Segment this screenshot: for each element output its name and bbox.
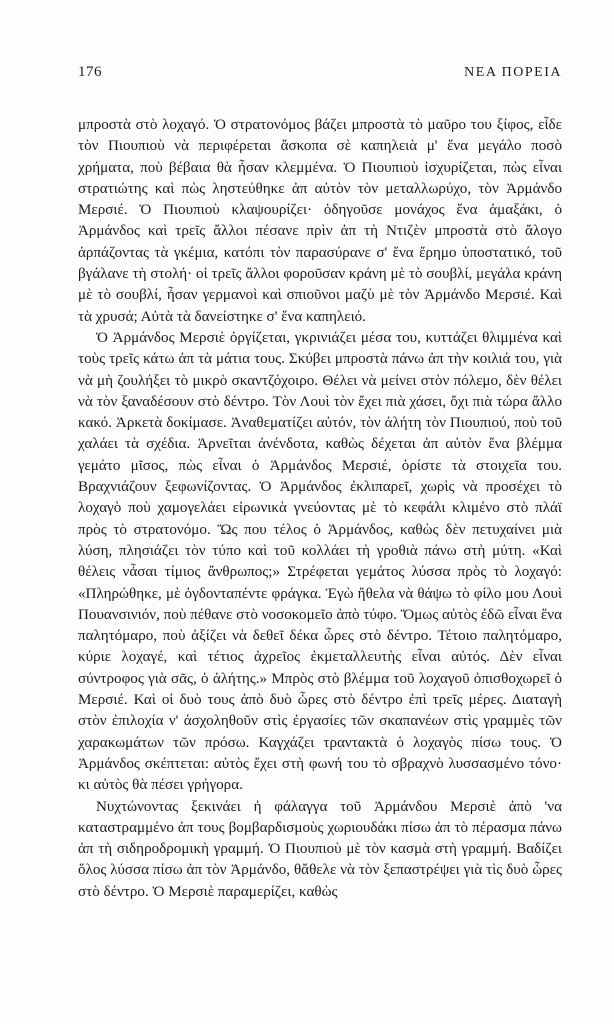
body-text bbox=[78, 115, 562, 903]
paragraph-3: Νυχτώνοντας ξεκινάει ἡ φάλαγγα τοῦ Ἀρμάνδου Μερσιὲ ἀπὸ 'να καταστραμμένο ἀπ τους βομβαρδισμοὺς χωριουδάκι πίσω ἀπ τὸ πέρασμα πάνω ἀπ τὴ σιδηροδρομικὴ γραμμή. Ὁ Πιουπιοὺ μὲ τὸν κασμὰ στὴ γραμμή. Βαδίζει ὅλος λύσσα πίσω ἀπ τὸν Ἀρμάνδο, θἄθελε νὰ τὸν ξεπαστρέψει γιὰ τὶς δυὸ ὧρες στὸ δέντρο. Ὁ Μερσιὲ παραμερίζει, καθὼς bbox=[78, 798, 562, 900]
page-header bbox=[78, 64, 562, 88]
paragraph-1: μπροστὰ στὸ λοχαγό. Ὁ στρατονόμος βάζει μπροστὰ τὸ μαῦρο του ξίφος, εἶδε τὸν Πιουπιοὺ νὰ περιφέρεται ἄσκοπα σὲ καπηλειὰ μ' ἕνα μεγάλο ποσὸ χρήματα, ποὺ βέβαια θὰ ἦσαν κλεμμένα. Ὁ Πιουπιοὺ ἰσχυρίζεται, πὼς εἶναι στρατιώτης καὶ πὼς ληστεύθηκε ἀπ αὐτὸν τὸν μεταλλωρύχο, τὸν Ἀρμάνδο Μερσιέ. Ὁ Πιουπιοὺ κλαψουρίζει· ὁδηγοῦσε μονάχος ἕνα ἁμαξάκι, ὁ Ἀρμάνδος καὶ τρεῖς ἄλλοι πέσανε πρὶν ἀπ τὴ Ντιζὲν μπροστὰ στὸ ἄλογο ἁρπάζοντας τὰ γκέμια, κατόπι τὸν παρασύρανε σ' ἕνα ἔρημο ὑποστατικό, τοῦ βγάλανε τὴ στολή· οἱ τρεῖς ἄλλοι φοροῦσαν κράνη μὲ τὸ σουβλί, μεγάλα κράνη μὲ τὸ σουβλί, ἦσαν γερμανοὶ καὶ σπιοῦνοι μαζὺ μὲ τὸν Ἀρμάνδο Μερσιέ. Καὶ τὰ χρυσά; Αὐτὰ τὰ δανείστηκε σ' ἕνα καπηλειό. bbox=[78, 117, 562, 325]
paragraph-2: Ὁ Ἀρμάνδος Μερσιὲ ὀργίζεται, γκρινιάζει μέσα του, κυττάζει θλιμμένα καὶ τοὺς τρεῖς κάτω ἀπ τὰ μάτια τους. Σκύβει μπροστὰ πάνω ἀπ τὴν κοιλιά του, γιὰ νὰ μὴ ζουλήξει τὸ μικρὸ σκαντζόχοιρο. Θέλει νὰ μείνει στὸν πόλεμο, δὲν θέλει νὰ τὸν ξαναδέσουν στὸ δέντρο. Τὸν Λουὶ τὸν ἔχει πιὰ χάσει, ὄχι πιὰ τώρα ἄλλο κακό. Ἀρκετὰ δοκίμασε. Ἀναθεματίζει αὐτόν, τὸν ἀλήτη τὸν Πιουπιού, ποὺ τοῦ χαλάει τὰ σχέδια. Ἀρνεῖται ἀνένδοτα, καθὼς δέχεται ἀπ αὐτὸν ἕνα βλέμμα γεμάτο μῖσος, πὼς εἶναι ὁ Ἀρμάνδος Μερσιέ, ὁρίστε τὰ στοιχεῖα του. Βραχνιάζουν ξεφωνίζοντας. Ὁ Ἀρμάνδος ἐκλιπαρεῖ, χωρὶς νὰ προσέχει τὸ λοχαγὸ ποὺ χαμογελάει εἰρωνικὰ γνεύοντας μὲ τὸ κεφάλι κλιμένο στὸ πλάϊ πρὸς τὸ στρατονόμο. Ὥς που τέλος ὁ Ἀρμάνδος, καθὼς δὲν πετυχαίνει μιὰ λύση, πλησιάζει τὸν τύπο καὶ τοῦ κολλάει τὴ γροθιὰ πάνω στὴ μύτη. «Καὶ θέλεις νἆσαι τίμιος ἄνθρωπος;» Στρέφεται γεμάτος λύσσα πρὸς τὸ λοχαγό: «Πληρώθηκε, μὲ ὀγδονταπέντε φράγκα. Ἐγὼ ἤθελα νὰ θάψω τὸ φίλο μου Λουὶ Πουανσινιόν, ποὺ πέθανε στὸ νοσοκομεῖο ἀπὸ τύφο. Ὅμως αὐτὸς ἐδῶ εἶναι ἕνα παλητόμαρο, ποὺ ἀξίζει νὰ δεθεῖ δέκα ὧρες στὸ δέντρο. Τέτοιο παλητόμαρο, κύριε λοχαγέ, καὶ τέτιος ἀχρεῖος ἐκμεταλλευτὴς εἶναι αὐτός. Δὲν εἶναι σύντροφος γιὰ σᾶς, ὁ ἀλήτης.» Μπρὸς στὸ βλέμμα τοῦ λοχαγοῦ ὀπισθοχωρεῖ ὁ Μερσιέ. Καὶ οἱ δυὸ τους ἀπὸ δυὸ ὧρες στὸ δέντρο ἐπὶ τρεῖς μέρες. Διαταγὴ στὸν ἐπιλοχία ν' ἀσχοληθοῦν στὶς ἐργασίες τῶν σκαπανέων στὶς γραμμὲς τῶν χαρακωμάτων τῶν πρόσω. Καγχάζει τραντακτὰ ὁ λοχαγὸς πίσω τους. Ὁ Ἀρμάνδος σκέπτεται: αὐτὸς ἔχει στὴ φωνή του τὸ σβραχνὸ λυσσασμένο τόνο· κι αὐτὸς θὰ πέσει γρήγορα. bbox=[78, 329, 562, 794]
page-number: 176 bbox=[78, 64, 102, 80]
running-title: ΝΕΑ ΠΟΡΕΙΑ bbox=[464, 65, 562, 80]
